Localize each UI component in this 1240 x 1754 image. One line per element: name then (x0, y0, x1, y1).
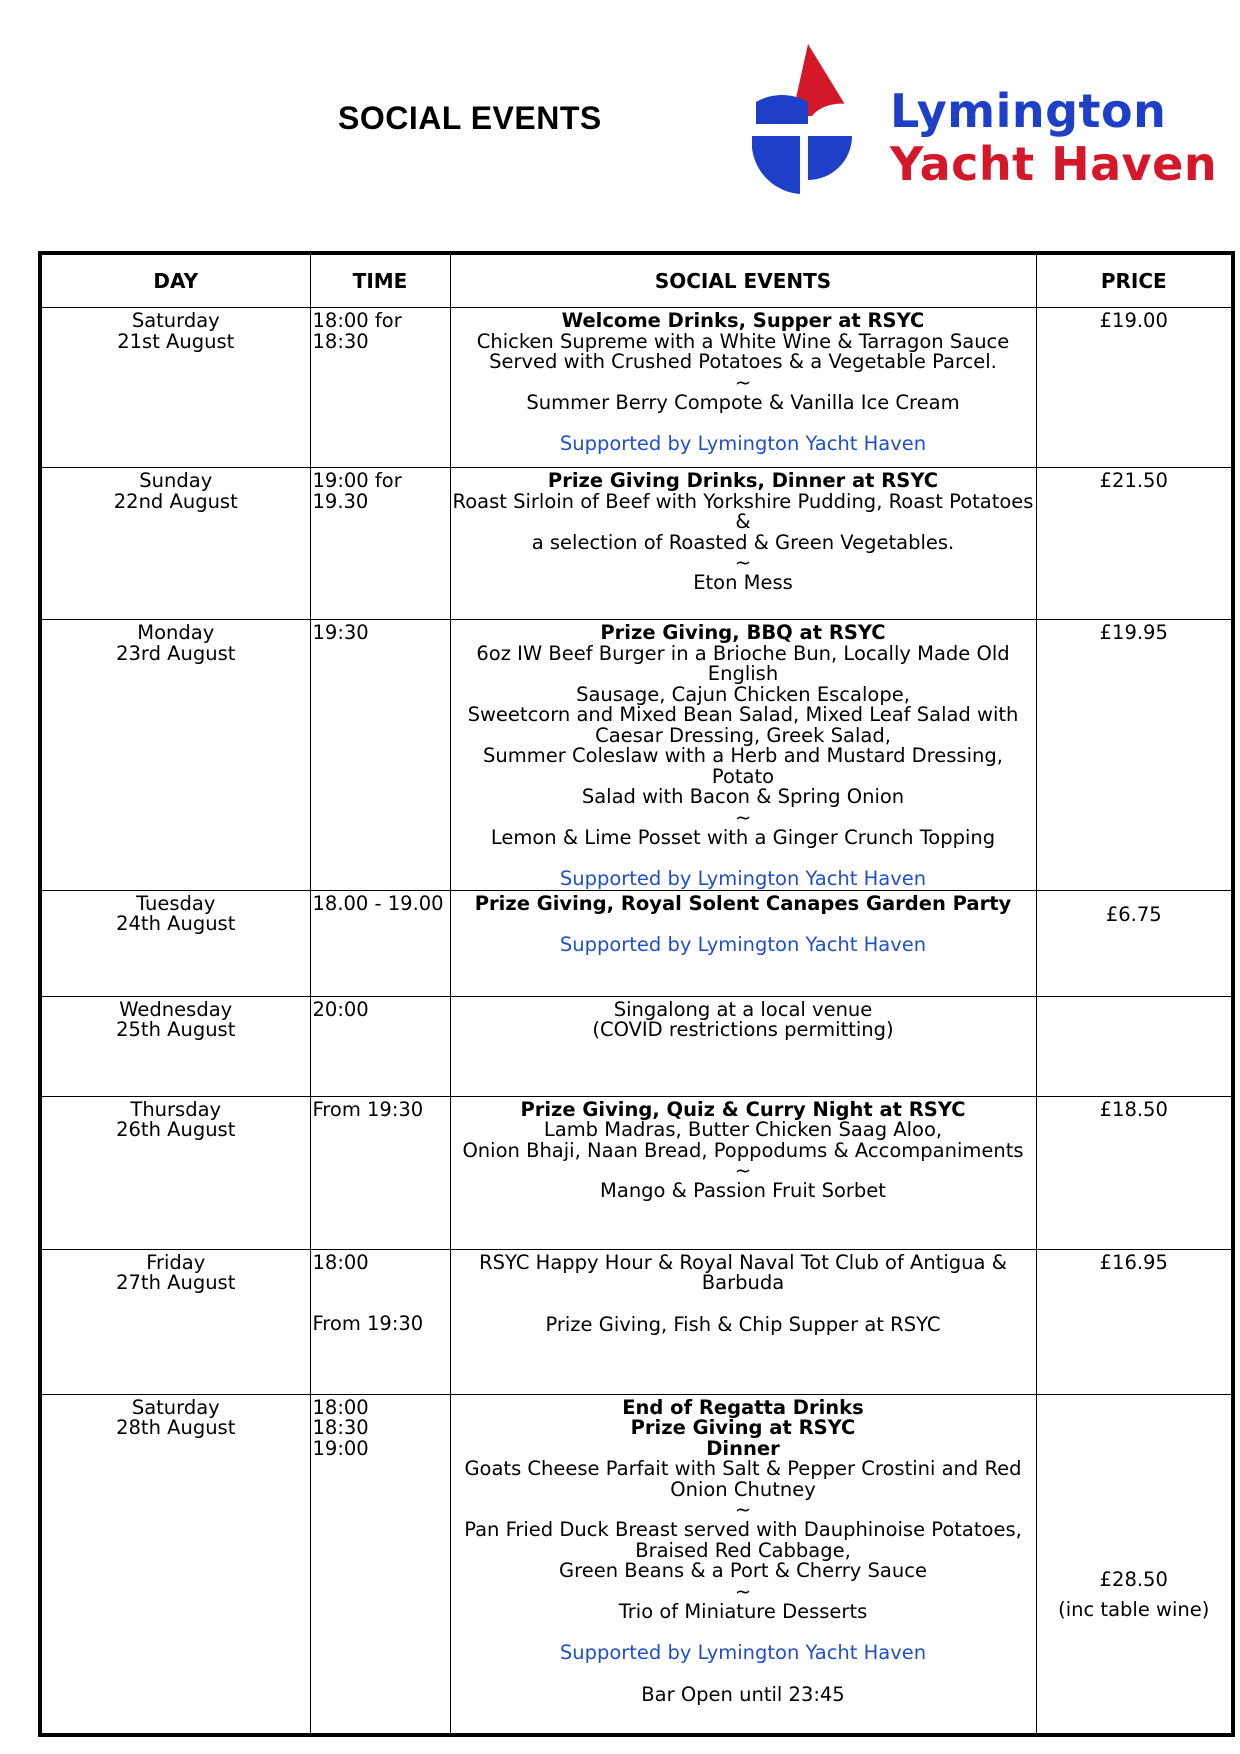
event-cell (450, 1394, 1036, 1735)
menu-line: Roast Sirloin of Beef with Yorkshire Pudding, Roast Potatoes & (452, 489, 1034, 533)
day-name: Saturday (131, 1395, 220, 1419)
menu-line: Summer Coleslaw with a Herb and Mustard Dressing, Potato (483, 744, 1003, 788)
menu-line: Lamb Madras, Butter Chicken Saag Aloo, (543, 1118, 943, 1141)
table-row (40, 890, 1233, 996)
event-cell (450, 1249, 1036, 1394)
price-cell (1036, 308, 1233, 468)
day-cell (40, 468, 310, 620)
day-cell (40, 308, 310, 468)
logo-text-yacht-haven: Yacht Haven (890, 137, 1218, 191)
table-row (40, 996, 1233, 1096)
day-cell (40, 1394, 310, 1735)
table-row (40, 1249, 1233, 1394)
day-cell (40, 620, 310, 891)
course-separator: ~ (734, 370, 752, 394)
sponsor-text: Supported by Lymington Yacht Haven (559, 1641, 927, 1664)
day-name: Friday (146, 1250, 206, 1274)
day-date: 21st August (117, 329, 235, 353)
time-text: From 19:30 (312, 1312, 424, 1335)
price-cell (1036, 620, 1233, 891)
time-text: 19:00 (312, 1436, 369, 1460)
time-text: 20:00 (312, 997, 369, 1021)
time-cell (310, 890, 450, 996)
day-cell (40, 1249, 310, 1394)
time-text: 18:00 (312, 1395, 369, 1419)
event-line: Barbuda (701, 1271, 785, 1294)
price-cell (1036, 1096, 1233, 1249)
table-row (40, 468, 1233, 620)
menu-line: 6oz IW Beef Burger in a Brioche Bun, Locally Made Old English (476, 641, 1010, 685)
day-date: 28th August (116, 1416, 236, 1439)
table-header-row (40, 253, 1233, 308)
time-text: 18:00 (312, 1250, 369, 1274)
menu-line: Green Beans & a Port & Cherry Sauce (559, 1559, 927, 1582)
day-name: Wednesday (119, 997, 233, 1021)
time-text: 19.30 (312, 489, 369, 513)
social-events-table (38, 251, 1235, 1737)
day-name: Monday (137, 621, 215, 644)
price-cell (1036, 890, 1233, 996)
price-note: (inc table wine) (1058, 1598, 1210, 1621)
table-row (40, 1096, 1233, 1249)
day-name: Saturday (131, 309, 220, 332)
time-text: 18:30 (312, 1416, 369, 1439)
menu-line: Pan Fried Duck Breast served with Dauphinoise Potatoes, (464, 1518, 1022, 1541)
price-cell (1036, 468, 1233, 620)
event-title: Prize Giving, BBQ at RSYC (600, 621, 886, 644)
col-header-price: PRICE (1036, 253, 1233, 308)
event-title: Dinner (706, 1436, 780, 1460)
event-line: Singalong at a local venue (613, 997, 873, 1021)
price-value: £19.00 (1099, 309, 1168, 332)
col-header-day: DAY (40, 253, 310, 308)
menu-line: Goats Cheese Parfait with Salt & Pepper Crostini and Red (464, 1457, 1022, 1480)
bar-hours-text: Bar Open until 23:45 (641, 1682, 845, 1706)
menu-line: Onion Bhaji, Naan Bread, Poppodums & Accompaniments (462, 1138, 1024, 1162)
course-separator: ~ (734, 1159, 752, 1182)
day-date: 22nd August (113, 489, 238, 513)
event-title: Prize Giving Drinks, Dinner at RSYC (547, 469, 939, 492)
menu-line: Served with Crushed Potatoes & a Vegetable Parcel. (489, 350, 997, 373)
course-separator: ~ (734, 551, 752, 574)
menu-line: Salad with Bacon & Spring Onion (581, 785, 905, 808)
time-cell (310, 996, 450, 1096)
time-cell (310, 468, 450, 620)
logo-text-lymington: Lymington (890, 84, 1167, 138)
event-cell (450, 890, 1036, 996)
time-cell (310, 1394, 450, 1735)
event-title: Prize Giving, Royal Solent Canapes Garden Party (474, 891, 1012, 915)
day-cell (40, 890, 310, 996)
event-cell (450, 996, 1036, 1096)
event-title: End of Regatta Drinks (622, 1395, 864, 1419)
col-header-time: TIME (310, 253, 450, 308)
event-cell (450, 1096, 1036, 1249)
event-cell (450, 308, 1036, 468)
menu-line: Chicken Supreme with a White Wine & Tarragon Sauce (476, 329, 1010, 353)
course-separator: ~ (734, 805, 752, 829)
menu-line: Trio of Miniature Desserts (618, 1599, 868, 1623)
day-name: Thursday (130, 1097, 222, 1121)
time-text: 19:00 for (312, 469, 402, 492)
course-separator: ~ (734, 1579, 752, 1603)
event-line: RSYC Happy Hour & Royal Naval Tot Club of Antigua & (479, 1250, 1007, 1274)
menu-line: Sausage, Cajun Chicken Escalope, (576, 682, 910, 706)
time-text: 18.00 - 19.00 (312, 891, 444, 915)
time-cell (310, 1096, 450, 1249)
menu-line: a selection of Roasted & Green Vegetables. (531, 530, 955, 554)
price-value: £18.50 (1099, 1097, 1168, 1121)
menu-line: Summer Berry Compote & Vanilla Ice Cream (526, 390, 960, 414)
time-cell (310, 308, 450, 468)
table-row (40, 1394, 1233, 1735)
day-date: 27th August (116, 1271, 236, 1294)
table-row (40, 308, 1233, 468)
time-cell (310, 1249, 450, 1394)
event-line: (COVID restrictions permitting) (592, 1018, 894, 1041)
day-date: 23rd August (116, 641, 236, 665)
course-separator: ~ (734, 1498, 752, 1521)
time-cell (310, 620, 450, 891)
day-date: 24th August (116, 912, 236, 935)
event-cell (450, 468, 1036, 620)
sail-logo-icon (752, 44, 892, 194)
menu-line: Onion Chutney (670, 1477, 816, 1501)
time-text: 18:30 (312, 329, 369, 353)
event-title: Welcome Drinks, Supper at RSYC (561, 309, 925, 332)
day-cell (40, 1096, 310, 1249)
price-value: £19.95 (1099, 621, 1168, 644)
table-row (40, 620, 1233, 891)
page-title: SOCIAL EVENTS (338, 100, 602, 136)
menu-line: Mango & Passion Fruit Sorbet (600, 1179, 886, 1202)
sponsor-text: Supported by Lymington Yacht Haven (559, 933, 927, 956)
day-date: 26th August (116, 1118, 236, 1141)
col-header-social-events: SOCIAL EVENTS (450, 253, 1036, 308)
sponsor-text: Supported by Lymington Yacht Haven (559, 867, 927, 890)
lymington-yacht-haven-logo (752, 44, 1218, 196)
price-cell (1036, 1249, 1233, 1394)
price-value: £21.50 (1099, 469, 1168, 492)
price-value: £28.50 (1099, 1567, 1168, 1591)
day-name: Sunday (139, 469, 213, 492)
day-date: 25th August (116, 1018, 236, 1041)
menu-line: Eton Mess (693, 571, 793, 594)
event-title: Prize Giving, Quiz & Curry Night at RSYC (520, 1097, 966, 1121)
event-cell (450, 620, 1036, 891)
price-value: £16.95 (1099, 1250, 1168, 1274)
price-cell (1036, 1394, 1233, 1735)
event-line: Prize Giving, Fish & Chip Supper at RSYC (545, 1312, 941, 1336)
menu-line: Braised Red Cabbage, (635, 1538, 851, 1562)
day-name: Tuesday (136, 891, 216, 915)
sponsor-text: Supported by Lymington Yacht Haven (559, 432, 927, 455)
day-cell (40, 996, 310, 1096)
price-value: £6.75 (1105, 902, 1162, 926)
menu-line: Lemon & Lime Posset with a Ginger Crunch Topping (490, 825, 996, 849)
event-title: Prize Giving at RSYC (630, 1416, 856, 1439)
time-text: 18:00 for (312, 309, 402, 332)
menu-line: Caesar Dressing, Greek Salad, (595, 723, 891, 747)
price-cell (1036, 996, 1233, 1096)
time-text: From 19:30 (312, 1097, 424, 1121)
time-text: 19:30 (312, 621, 369, 644)
menu-line: Sweetcorn and Mixed Bean Salad, Mixed Leaf Salad with (467, 703, 1019, 726)
